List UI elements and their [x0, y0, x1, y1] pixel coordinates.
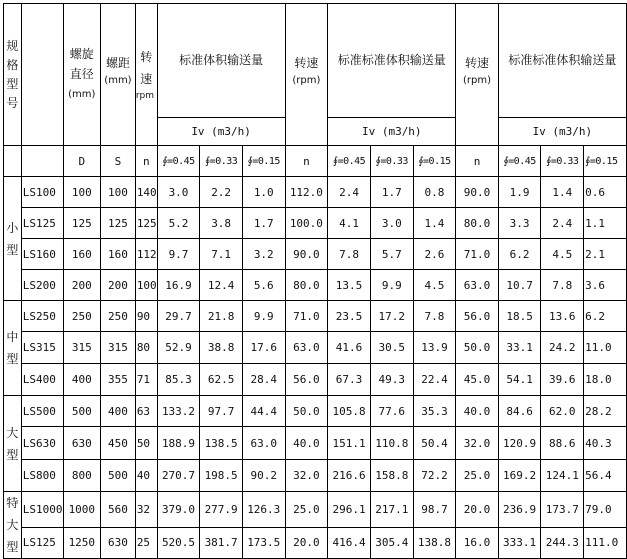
volume-cell: 21.8: [200, 301, 243, 332]
speed-cell: 71.0: [456, 239, 498, 270]
table-row: [4, 270, 627, 301]
speed-cell: 50: [135, 427, 157, 460]
volume-cell: 124.1: [541, 460, 584, 492]
diameter-cell: 200: [63, 270, 101, 301]
model-cell: LS315: [21, 332, 63, 364]
subheader-phi-033: ∮=0.33: [541, 146, 584, 177]
speed-cell: 112.0: [285, 177, 328, 208]
speed-cell: 90: [135, 301, 157, 332]
volume-cell: 7.8: [541, 270, 584, 301]
volume-cell: 39.6: [541, 364, 584, 396]
volume-cell: 17.6: [242, 332, 285, 364]
volume-cell: 333.1: [498, 527, 541, 558]
model-cell: LS630: [21, 427, 63, 460]
table-row: [4, 427, 627, 460]
speed-cell: 40: [135, 460, 157, 492]
model-cell: LS400: [21, 364, 63, 396]
size-group-label: 小型: [4, 177, 22, 301]
pitch-cell: 400: [101, 396, 136, 427]
model-cell: LS200: [21, 270, 63, 301]
volume-cell: 2.4: [328, 177, 371, 208]
table-row: [4, 396, 627, 427]
group2-speed-unit: (rpm): [292, 75, 321, 86]
pitch-cell: 355: [101, 364, 136, 396]
diameter-unit: (mm): [68, 88, 96, 100]
group1-iv-label: Iv (m3/h): [157, 118, 285, 146]
volume-cell: 1.1: [584, 208, 627, 239]
speed-cell: 63: [135, 396, 157, 427]
diameter-label: 螺旋直径: [69, 46, 94, 81]
group3-speed-header: [456, 4, 498, 146]
volume-cell: 3.0: [157, 177, 200, 208]
volume-cell: 105.8: [328, 396, 371, 427]
volume-cell: 9.9: [242, 301, 285, 332]
volume-cell: 7.8: [328, 239, 371, 270]
volume-cell: 24.2: [541, 332, 584, 364]
pitch-cell: 560: [101, 492, 136, 528]
spec-header: [4, 4, 22, 146]
volume-cell: 84.6: [498, 396, 541, 427]
volume-cell: 67.3: [328, 364, 371, 396]
volume-cell: 72.2: [413, 460, 456, 492]
speed-unit: rpm: [135, 91, 154, 101]
speed-cell: 71: [135, 364, 157, 396]
table-row: [4, 177, 627, 208]
subheader-phi-045: ∮=0.45: [498, 146, 541, 177]
volume-cell: 110.8: [370, 427, 413, 460]
volume-cell: 79.0: [584, 492, 627, 528]
volume-cell: 41.6: [328, 332, 371, 364]
volume-cell: 77.6: [370, 396, 413, 427]
volume-cell: 216.6: [328, 460, 371, 492]
subheader-blank: [4, 146, 22, 177]
speed-cell: 40.0: [456, 396, 498, 427]
speed-cell: 80: [135, 332, 157, 364]
subheader-phi-033: ∮=0.33: [370, 146, 413, 177]
speed-cell: 63.0: [285, 332, 328, 364]
group2-speed-label: 转速: [294, 56, 319, 70]
diameter-cell: 400: [63, 364, 101, 396]
speed-cell: 32.0: [456, 427, 498, 460]
volume-cell: 44.4: [242, 396, 285, 427]
volume-cell: 13.5: [328, 270, 371, 301]
group3-title: 标准标准体积输送量: [498, 4, 626, 118]
volume-cell: 2.2: [200, 177, 243, 208]
pitch-cell: 160: [101, 239, 136, 270]
volume-cell: 1.4: [541, 177, 584, 208]
volume-cell: 63.0: [242, 427, 285, 460]
model-cell: LS250: [21, 301, 63, 332]
model-cell: LS800: [21, 460, 63, 492]
volume-cell: 379.0: [157, 492, 200, 528]
volume-cell: 236.9: [498, 492, 541, 528]
group2-iv-label: Iv (m3/h): [328, 118, 456, 146]
volume-cell: 13.6: [541, 301, 584, 332]
group3-speed-unit: (rpm): [463, 75, 492, 86]
volume-cell: 33.1: [498, 332, 541, 364]
speed-cell: 50.0: [456, 332, 498, 364]
group2-speed-header: [285, 4, 328, 146]
model-cell: LS100: [21, 177, 63, 208]
pitch-cell: 500: [101, 460, 136, 492]
spec-header-char: 型: [6, 76, 19, 91]
volume-cell: 5.7: [370, 239, 413, 270]
volume-cell: 23.5: [328, 301, 371, 332]
size-group-label: 大型: [4, 396, 22, 492]
pitch-label: 螺距: [105, 56, 130, 70]
volume-cell: 56.4: [584, 460, 627, 492]
volume-cell: 90.2: [242, 460, 285, 492]
table-row: [4, 332, 627, 364]
volume-cell: 17.2: [370, 301, 413, 332]
group3-iv-label: Iv (m3/h): [498, 118, 626, 146]
volume-cell: 88.6: [541, 427, 584, 460]
volume-cell: 49.3: [370, 364, 413, 396]
volume-cell: 6.2: [498, 239, 541, 270]
speed-cell: 71.0: [285, 301, 328, 332]
volume-cell: 98.7: [413, 492, 456, 528]
diameter-cell: 125: [63, 208, 101, 239]
volume-cell: 158.8: [370, 460, 413, 492]
volume-cell: 111.0: [584, 527, 627, 558]
volume-cell: 198.5: [200, 460, 243, 492]
table-row: [4, 239, 627, 270]
group1-title: 标准体积输送量: [157, 4, 285, 118]
model-cell: LS1000: [21, 492, 63, 528]
speed-cell: 140: [135, 177, 157, 208]
speed-cell: 50.0: [285, 396, 328, 427]
volume-cell: 2.6: [413, 239, 456, 270]
speed-cell: 20.0: [285, 527, 328, 558]
subheader-phi-045: ∮=0.45: [157, 146, 200, 177]
spec-header-char: 格: [6, 57, 19, 72]
volume-cell: 217.1: [370, 492, 413, 528]
volume-cell: 4.5: [541, 239, 584, 270]
volume-cell: 296.1: [328, 492, 371, 528]
pitch-cell: 250: [101, 301, 136, 332]
speed-cell: 100.0: [285, 208, 328, 239]
speed-header: [135, 4, 157, 146]
volume-cell: 2.4: [541, 208, 584, 239]
blank-header-cell: [21, 4, 63, 146]
volume-cell: 173.7: [541, 492, 584, 528]
diameter-header: [63, 4, 101, 146]
group2-title: 标准标准体积输送量: [328, 4, 456, 118]
speed-cell: 112: [135, 239, 157, 270]
pitch-cell: 630: [101, 527, 136, 558]
pitch-cell: 100: [101, 177, 136, 208]
speed-cell: 45.0: [456, 364, 498, 396]
volume-cell: 18.0: [584, 364, 627, 396]
volume-cell: 38.8: [200, 332, 243, 364]
model-cell: LS125: [21, 208, 63, 239]
volume-cell: 3.0: [370, 208, 413, 239]
subheader-phi-015: ∮=0.15: [584, 146, 627, 177]
volume-cell: 126.3: [242, 492, 285, 528]
subheader-phi-045: ∮=0.45: [328, 146, 371, 177]
pitch-header: [101, 4, 136, 146]
volume-cell: 1.0: [242, 177, 285, 208]
volume-cell: 138.8: [413, 527, 456, 558]
subheader-n: n: [135, 146, 157, 177]
speed-cell: 90.0: [285, 239, 328, 270]
model-cell: LS125: [21, 527, 63, 558]
diameter-cell: 630: [63, 427, 101, 460]
volume-cell: 3.3: [498, 208, 541, 239]
pitch-cell: 315: [101, 332, 136, 364]
speed-cell: 25: [135, 527, 157, 558]
volume-cell: 2.1: [584, 239, 627, 270]
volume-cell: 416.4: [328, 527, 371, 558]
spec-table: [3, 3, 627, 559]
speed-cell: 32: [135, 492, 157, 528]
speed-cell: 56.0: [456, 301, 498, 332]
volume-cell: 169.2: [498, 460, 541, 492]
header-row: [4, 4, 627, 118]
spec-header-char: 号: [6, 95, 19, 110]
pitch-cell: 125: [101, 208, 136, 239]
pitch-cell: 200: [101, 270, 136, 301]
volume-cell: 7.1: [200, 239, 243, 270]
volume-cell: 5.6: [242, 270, 285, 301]
speed-cell: 100: [135, 270, 157, 301]
subheader-row: [4, 146, 627, 177]
speed-cell: 16.0: [456, 527, 498, 558]
volume-cell: 0.6: [584, 177, 627, 208]
volume-cell: 138.5: [200, 427, 243, 460]
volume-cell: 151.1: [328, 427, 371, 460]
volume-cell: 28.4: [242, 364, 285, 396]
volume-cell: 173.5: [242, 527, 285, 558]
volume-cell: 62.0: [541, 396, 584, 427]
volume-cell: 85.3: [157, 364, 200, 396]
table-row: [4, 364, 627, 396]
diameter-cell: 500: [63, 396, 101, 427]
speed-cell: 32.0: [285, 460, 328, 492]
subheader-phi-015: ∮=0.15: [242, 146, 285, 177]
speed-cell: 56.0: [285, 364, 328, 396]
table-row: [4, 301, 627, 332]
group3-speed-label: 转速: [465, 56, 490, 70]
speed-cell: 40.0: [285, 427, 328, 460]
spec-header-char: 规: [6, 38, 19, 53]
volume-cell: 97.7: [200, 396, 243, 427]
volume-cell: 4.1: [328, 208, 371, 239]
speed-cell: 90.0: [456, 177, 498, 208]
volume-cell: 188.9: [157, 427, 200, 460]
diameter-cell: 160: [63, 239, 101, 270]
speed-cell: 80.0: [456, 208, 498, 239]
volume-cell: 9.9: [370, 270, 413, 301]
volume-cell: 16.9: [157, 270, 200, 301]
volume-cell: 35.3: [413, 396, 456, 427]
pitch-unit: (mm): [104, 75, 132, 86]
volume-cell: 1.9: [498, 177, 541, 208]
volume-cell: 381.7: [200, 527, 243, 558]
model-cell: LS500: [21, 396, 63, 427]
volume-cell: 30.5: [370, 332, 413, 364]
diameter-cell: 1000: [63, 492, 101, 528]
table-row: [4, 460, 627, 492]
volume-cell: 9.7: [157, 239, 200, 270]
volume-cell: 28.2: [584, 396, 627, 427]
volume-cell: 62.5: [200, 364, 243, 396]
volume-cell: 3.8: [200, 208, 243, 239]
subheader-blank: [21, 146, 63, 177]
diameter-cell: 250: [63, 301, 101, 332]
volume-cell: 40.3: [584, 427, 627, 460]
subheader-s: S: [101, 146, 136, 177]
speed-cell: 80.0: [285, 270, 328, 301]
volume-cell: 3.2: [242, 239, 285, 270]
volume-cell: 4.5: [413, 270, 456, 301]
pitch-cell: 450: [101, 427, 136, 460]
volume-cell: 10.7: [498, 270, 541, 301]
diameter-cell: 1250: [63, 527, 101, 558]
volume-cell: 7.8: [413, 301, 456, 332]
volume-cell: 0.8: [413, 177, 456, 208]
volume-cell: 22.4: [413, 364, 456, 396]
volume-cell: 18.5: [498, 301, 541, 332]
diameter-cell: 800: [63, 460, 101, 492]
volume-cell: 5.2: [157, 208, 200, 239]
volume-cell: 13.9: [413, 332, 456, 364]
table-row: [4, 208, 627, 239]
subheader-d: D: [63, 146, 101, 177]
speed-cell: 25.0: [456, 460, 498, 492]
table-row: [4, 527, 627, 558]
volume-cell: 133.2: [157, 396, 200, 427]
volume-cell: 29.7: [157, 301, 200, 332]
volume-cell: 12.4: [200, 270, 243, 301]
volume-cell: 120.9: [498, 427, 541, 460]
volume-cell: 6.2: [584, 301, 627, 332]
volume-cell: 244.3: [541, 527, 584, 558]
volume-cell: 1.7: [370, 177, 413, 208]
subheader-n3: n: [456, 146, 498, 177]
volume-cell: 1.7: [242, 208, 285, 239]
speed-cell: 25.0: [285, 492, 328, 528]
volume-cell: 277.9: [200, 492, 243, 528]
volume-cell: 305.4: [370, 527, 413, 558]
subheader-n2: n: [285, 146, 328, 177]
volume-cell: 520.5: [157, 527, 200, 558]
volume-cell: 52.9: [157, 332, 200, 364]
table-row: [4, 492, 627, 528]
model-cell: LS160: [21, 239, 63, 270]
volume-cell: 50.4: [413, 427, 456, 460]
size-group-label: 特大型: [4, 492, 22, 559]
volume-cell: 11.0: [584, 332, 627, 364]
speed-cell: 63.0: [456, 270, 498, 301]
volume-cell: 3.6: [584, 270, 627, 301]
speed-cell: 125: [135, 208, 157, 239]
volume-cell: 270.7: [157, 460, 200, 492]
volume-cell: 1.4: [413, 208, 456, 239]
size-group-label: 中型: [4, 301, 22, 396]
subheader-phi-033: ∮=0.33: [200, 146, 243, 177]
subheader-phi-015: ∮=0.15: [413, 146, 456, 177]
speed-cell: 20.0: [456, 492, 498, 528]
volume-cell: 54.1: [498, 364, 541, 396]
diameter-cell: 100: [63, 177, 101, 208]
diameter-cell: 315: [63, 332, 101, 364]
speed-label: 转速: [140, 50, 153, 86]
